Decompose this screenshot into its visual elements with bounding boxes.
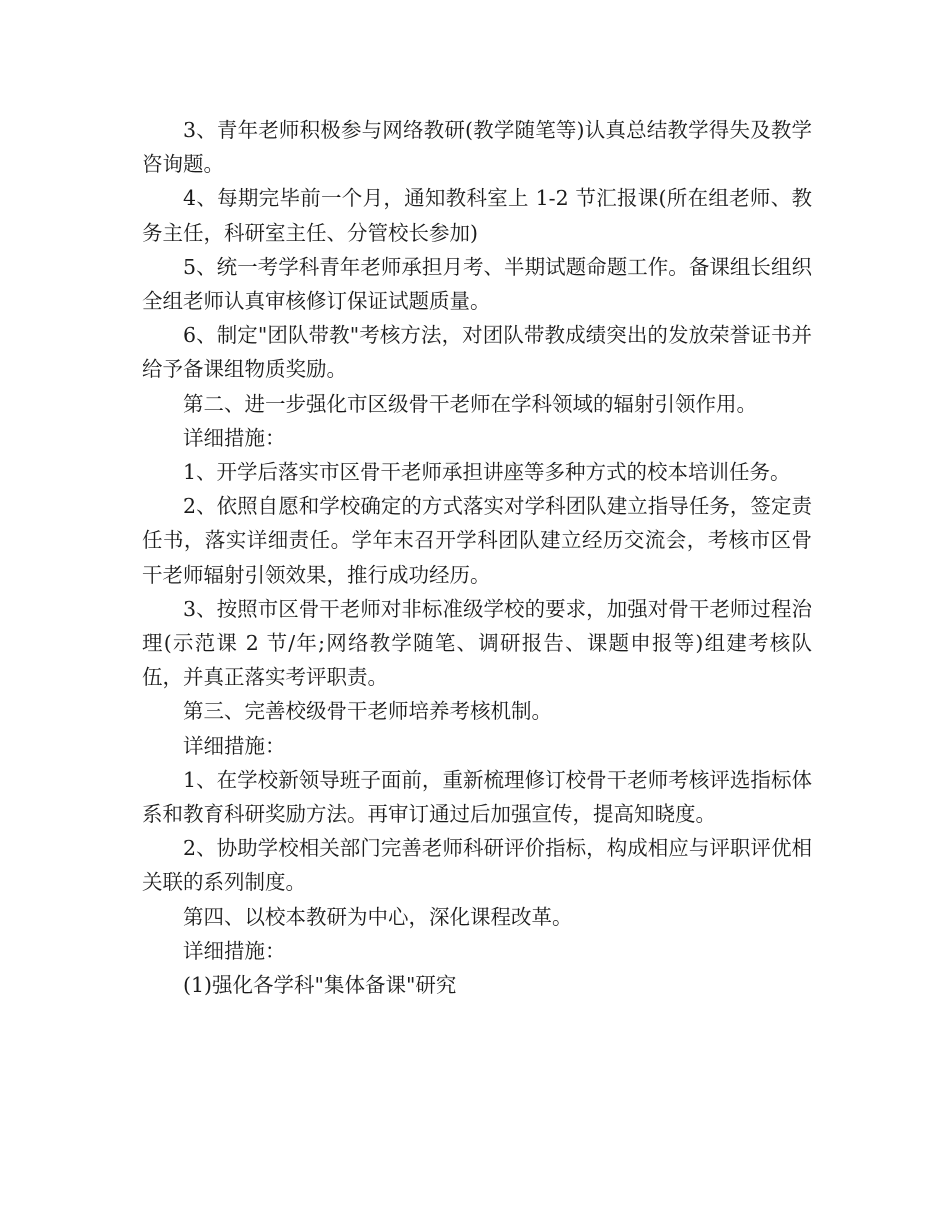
paragraph-item-3-young-teachers: 3、青年老师积极参与网络教研(教学随笔等)认真总结教学得失及教学咨询题。 [142, 118, 812, 177]
paragraph-measure-2-research-evaluation: 2、协助学校相关部门完善老师科研评价指标，构成相应与评职评优相关联的系列制度。 [142, 836, 812, 895]
document-body [142, 113, 812, 1002]
measures-label: 详细措施： [183, 425, 286, 450]
paragraph-measure-1-collective-lesson-prep: (1)强化各学科"集体备课"研究 [183, 973, 457, 998]
paragraph-item-5-exam-setting: 5、统一考学科青年老师承担月考、半期试题命题工作。备课组长组织全组老师认真审核修订保证试题质量。 [142, 254, 812, 314]
paragraph-measure-1-evaluation-system: 1、在学校新领导班子面前，重新梳理修订校骨干老师考核评选指标体系和教育科研奖励方法。再审订通过后加强宣传，提高知晓度。 [142, 767, 812, 827]
paragraph-item-4-report-lesson: 4、每期完毕前一个月，通知教科室上 1-2 节汇报课(所在组老师、教务主任，科研室主任、分管校长参加) [142, 186, 812, 245]
section-heading-second: 第二、进一步强化市区级骨干老师在学科领域的辐射引领作用。 [183, 391, 757, 416]
measures-label: 详细措施： [183, 938, 286, 963]
paragraph-measure-3-process-management: 3、按照市区骨干老师对非标准级学校的要求，加强对骨干老师过程治理(示范课 2 节/年;网络教学随笔、调研报告、课题申报等)组建考核队伍，并真正落实考评职责。 [142, 596, 812, 690]
section-heading-third: 第三、完善校级骨干老师培养考核机制。 [183, 699, 552, 724]
section-heading-fourth: 第四、以校本教研为中心，深化课程改革。 [183, 904, 573, 929]
paragraph-measure-1-lectures: 1、开学后落实市区骨干老师承担讲座等多种方式的校本培训任务。 [183, 460, 791, 485]
measures-label: 详细措施： [183, 733, 286, 758]
paragraph-measure-2-team-guidance: 2、依照自愿和学校确定的方式落实对学科团队建立指导任务，签定责任书，落实详细责任。学年末召开学科团队建立经历交流会，考核市区骨干老师辐射引领效果，推行成功经历。 [142, 494, 812, 587]
paragraph-item-6-team-mentoring: 6、制定"团队带教"考核方法，对团队带教成绩突出的发放荣誉证书并给予备课组物质奖励。 [142, 323, 812, 382]
